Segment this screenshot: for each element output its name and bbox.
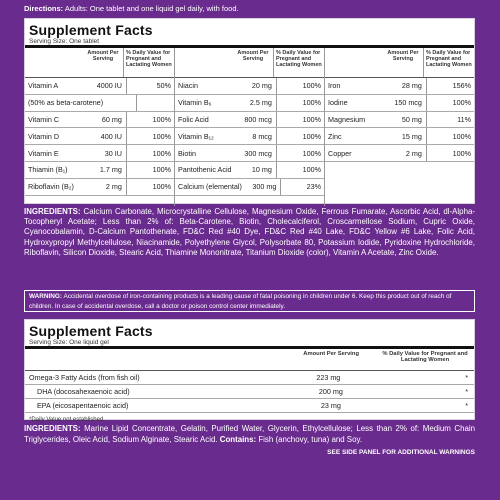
- nutrient-row: [25, 78, 174, 95]
- nutrient-amount: 1.7 mg: [84, 162, 127, 178]
- nutrient-row: [175, 95, 324, 112]
- nutrient-row: [175, 179, 324, 196]
- nutrient-name: Pantothenic Acid: [178, 165, 232, 175]
- nutrient-amount: 400 IU: [84, 128, 127, 144]
- warning-text: Accidental overdose of iron-containing products is a leading cause of fatal poisoning in children under 6. Keep this product out of reach of children. In case of accidental overdose, call a doctor or poison control center immediately.: [29, 293, 452, 310]
- nutrient-row: [325, 112, 474, 129]
- ingredients-label: INGREDIENTS:: [24, 424, 81, 433]
- nutrient-dv: 11%: [457, 114, 471, 124]
- facts-column-1: [25, 48, 175, 206]
- nutrient-row: [175, 78, 324, 95]
- nutrient-row: [25, 112, 174, 129]
- dv-header: % Daily Value for Pregnant and Lactating Women: [426, 50, 472, 68]
- nutrient-row: [175, 162, 324, 179]
- amount-header: Amount Per Serving: [303, 351, 359, 357]
- nutrient-dv: 100%: [302, 98, 321, 108]
- directions: [24, 4, 484, 13]
- nutrient-name: Vitamin A: [28, 81, 59, 91]
- nutrient-dv: *: [465, 373, 468, 382]
- nutrient-amount: 15 mg: [384, 128, 427, 144]
- nutrient-name: DHA (docosahexaenoic acid): [37, 387, 130, 396]
- nutrient-row: [25, 162, 174, 179]
- nutrient-row: [25, 371, 474, 385]
- nutrient-amount: 30 IU: [84, 145, 127, 161]
- nutrient-row: [25, 95, 174, 112]
- facts-columns: [25, 48, 474, 206]
- nutrient-dv: 100%: [152, 131, 171, 141]
- nutrient-name: Copper: [328, 148, 352, 158]
- nutrient-dv: 100%: [302, 131, 321, 141]
- nutrient-name: Vitamin D: [28, 131, 60, 141]
- nutrient-dv: 100%: [302, 114, 321, 124]
- serving-size: Serving Size: One liquid gel: [25, 339, 474, 349]
- contains-label: Contains:: [219, 434, 257, 444]
- nutrient-row: [325, 78, 474, 95]
- facts-column-2: [175, 48, 325, 206]
- nutrient-dv: *: [465, 401, 468, 410]
- supplement-facts-title: Supplement Facts: [29, 323, 153, 339]
- nutrient-dv: 100%: [302, 148, 321, 158]
- nutrient-dv: *: [465, 387, 468, 396]
- ingredients-text: Marine Lipid Concentrate, Gelatin, Purified Water, Glycerin, Ethylcellulose; Less than 2% of: Medium Chain Triglycerides, Oleic Acid, Sodium Alginate, Stearic Acid.: [24, 424, 475, 444]
- serving-size: Serving Size: One tablet: [25, 38, 474, 48]
- nutrient-name: Niacin: [178, 81, 198, 91]
- nutrient-name: Magnesium: [328, 114, 366, 124]
- nutrient-amount: 28 mg: [384, 78, 427, 94]
- ingredients-text: Calcium Carbonate, Microcrystalline Cellulose, Magnesium Oxide, Ferrous Fumarate, Ascorbic Acid, dl-Alpha-Tocopheryl Acetate; Less than 2% of: Beta-Carotene, Biotin, Cholecalciferol, Croscarmellose Sodium, Cupric Oxide, Cyanocobalamin, D-Calcium Pantothenate, FD&C Red #40 Dye, FD&C Red #40 Lake, FD&C Yellow #6 Lake, Folic Acid, Hydroxypropyl Methylcellulose, Niacinamide, Polyethylene Glycol, Polysorbate 80, Potassium Iodide, Pyridoxine Hydrochloride, Riboflavin, Silicon Dioxide, Stearic Acid, Thiamine Mononitrate, Titanium Dioxide (color), Vitamin A Acetate, Zinc Oxide.: [24, 207, 475, 257]
- nutrient-name: Iodine: [328, 98, 348, 108]
- nutrient-dv: 100%: [452, 98, 471, 108]
- nutrient-dv: 23%: [306, 182, 321, 192]
- nutrient-name: Thiamin (B₁): [28, 165, 68, 175]
- nutrient-row: [325, 95, 474, 112]
- nutrient-amount: 50 mg: [384, 112, 427, 128]
- amount-header: Amount Per Serving: [383, 48, 424, 77]
- nutrient-row: [325, 145, 474, 162]
- ingredients-tablet: [24, 207, 475, 258]
- nutrient-row: [25, 399, 474, 413]
- nutrient-name: EPA (eicosapentaenoic acid): [37, 401, 129, 410]
- nutrient-dv: 100%: [302, 81, 321, 91]
- supplement-facts-liquid-gel: [24, 319, 475, 423]
- nutrient-amount: [103, 95, 137, 111]
- nutrient-row: [325, 128, 474, 145]
- dv-header: % Daily Value for Pregnant and Lactating Women: [276, 50, 322, 68]
- nutrient-row: [25, 145, 174, 162]
- nutrient-dv: 100%: [452, 148, 471, 158]
- nutrient-dv: 100%: [152, 148, 171, 158]
- directions-text: Adults: One tablet and one liquid gel daily, with food.: [64, 4, 239, 13]
- ingredients-label: INGREDIENTS:: [24, 207, 81, 216]
- supplement-facts-tablet: [24, 18, 475, 204]
- nutrient-dv: 100%: [452, 131, 471, 141]
- amount-header: Amount Per Serving: [233, 48, 274, 77]
- nutrient-amount: 2 mg: [84, 179, 127, 195]
- nutrient-name: Vitamin B₆: [178, 98, 212, 108]
- nutrient-dv: 100%: [302, 165, 321, 175]
- supplement-facts-title: Supplement Facts: [29, 22, 153, 38]
- amount-header: Amount Per Serving: [83, 48, 124, 77]
- nutrient-amount: 10 mg: [234, 162, 277, 178]
- facts-column-3: [325, 48, 474, 206]
- nutrient-amount: 223 mg: [316, 373, 341, 382]
- contains-text: Fish (anchovy, tuna) and Soy.: [258, 434, 363, 444]
- nutrient-name: Zinc: [328, 131, 342, 141]
- nutrient-dv: 100%: [152, 182, 171, 192]
- nutrient-name: (50% as beta-carotene): [28, 98, 104, 108]
- nutrient-amount: 60 mg: [84, 112, 127, 128]
- nutrient-name: Riboflavin (B₂): [28, 182, 74, 192]
- nutrient-name: Iron: [328, 81, 341, 91]
- nutrient-name: Vitamin E: [28, 148, 59, 158]
- nutrient-amount: 150 mcg: [384, 95, 427, 111]
- nutrient-dv: 156%: [452, 81, 471, 91]
- nutrient-name: Folic Acid: [178, 114, 209, 124]
- nutrient-name: Biotin: [178, 148, 196, 158]
- nutrient-row: [25, 385, 474, 399]
- nutrient-amount: 4000 IU: [84, 78, 127, 94]
- nutrient-amount: 800 mcg: [234, 112, 277, 128]
- nutrient-name: Omega-3 Fatty Acids (from fish oil): [29, 373, 140, 382]
- dv-header: % Daily Value for Pregnant and Lactating Women: [382, 351, 468, 363]
- daily-value-footnote: *Daily Value not established.: [29, 417, 105, 423]
- nutrient-row: [175, 112, 324, 129]
- nutrient-name: Vitamin B₁₂: [178, 131, 214, 141]
- warning-label: WARNING:: [29, 293, 63, 300]
- nutrient-row: [25, 179, 174, 196]
- ingredients-liquid-gel: [24, 424, 475, 445]
- nutrient-amount: 2.5 mg: [234, 95, 277, 111]
- nutrient-row: [175, 145, 324, 162]
- nutrient-row: [25, 128, 174, 145]
- nutrient-amount: 20 mg: [234, 78, 277, 94]
- nutrient-name: Calcium (elemental): [178, 182, 242, 192]
- nutrient-amount: 23 mg: [320, 401, 341, 410]
- see-side-panel-note: SEE SIDE PANEL FOR ADDITIONAL WARNINGS: [327, 449, 475, 456]
- nutrient-row: [175, 128, 324, 145]
- nutrient-dv: 100%: [152, 114, 171, 124]
- nutrient-dv: 50%: [156, 81, 171, 91]
- nutrient-name: Vitamin C: [28, 114, 60, 124]
- nutrient-amount: 300 mg: [242, 179, 281, 195]
- nutrient-amount: 200 mg: [318, 387, 343, 396]
- dv-header: % Daily Value for Pregnant and Lactating Women: [126, 50, 172, 68]
- iron-warning: [24, 290, 475, 312]
- nutrient-amount: 2 mg: [384, 145, 427, 161]
- nutrient-amount: 300 mcg: [234, 145, 277, 161]
- directions-label: Directions:: [24, 4, 64, 13]
- nutrient-dv: 100%: [152, 165, 171, 175]
- nutrient-amount: 8 mcg: [234, 128, 277, 144]
- facts-header-row: [25, 349, 474, 371]
